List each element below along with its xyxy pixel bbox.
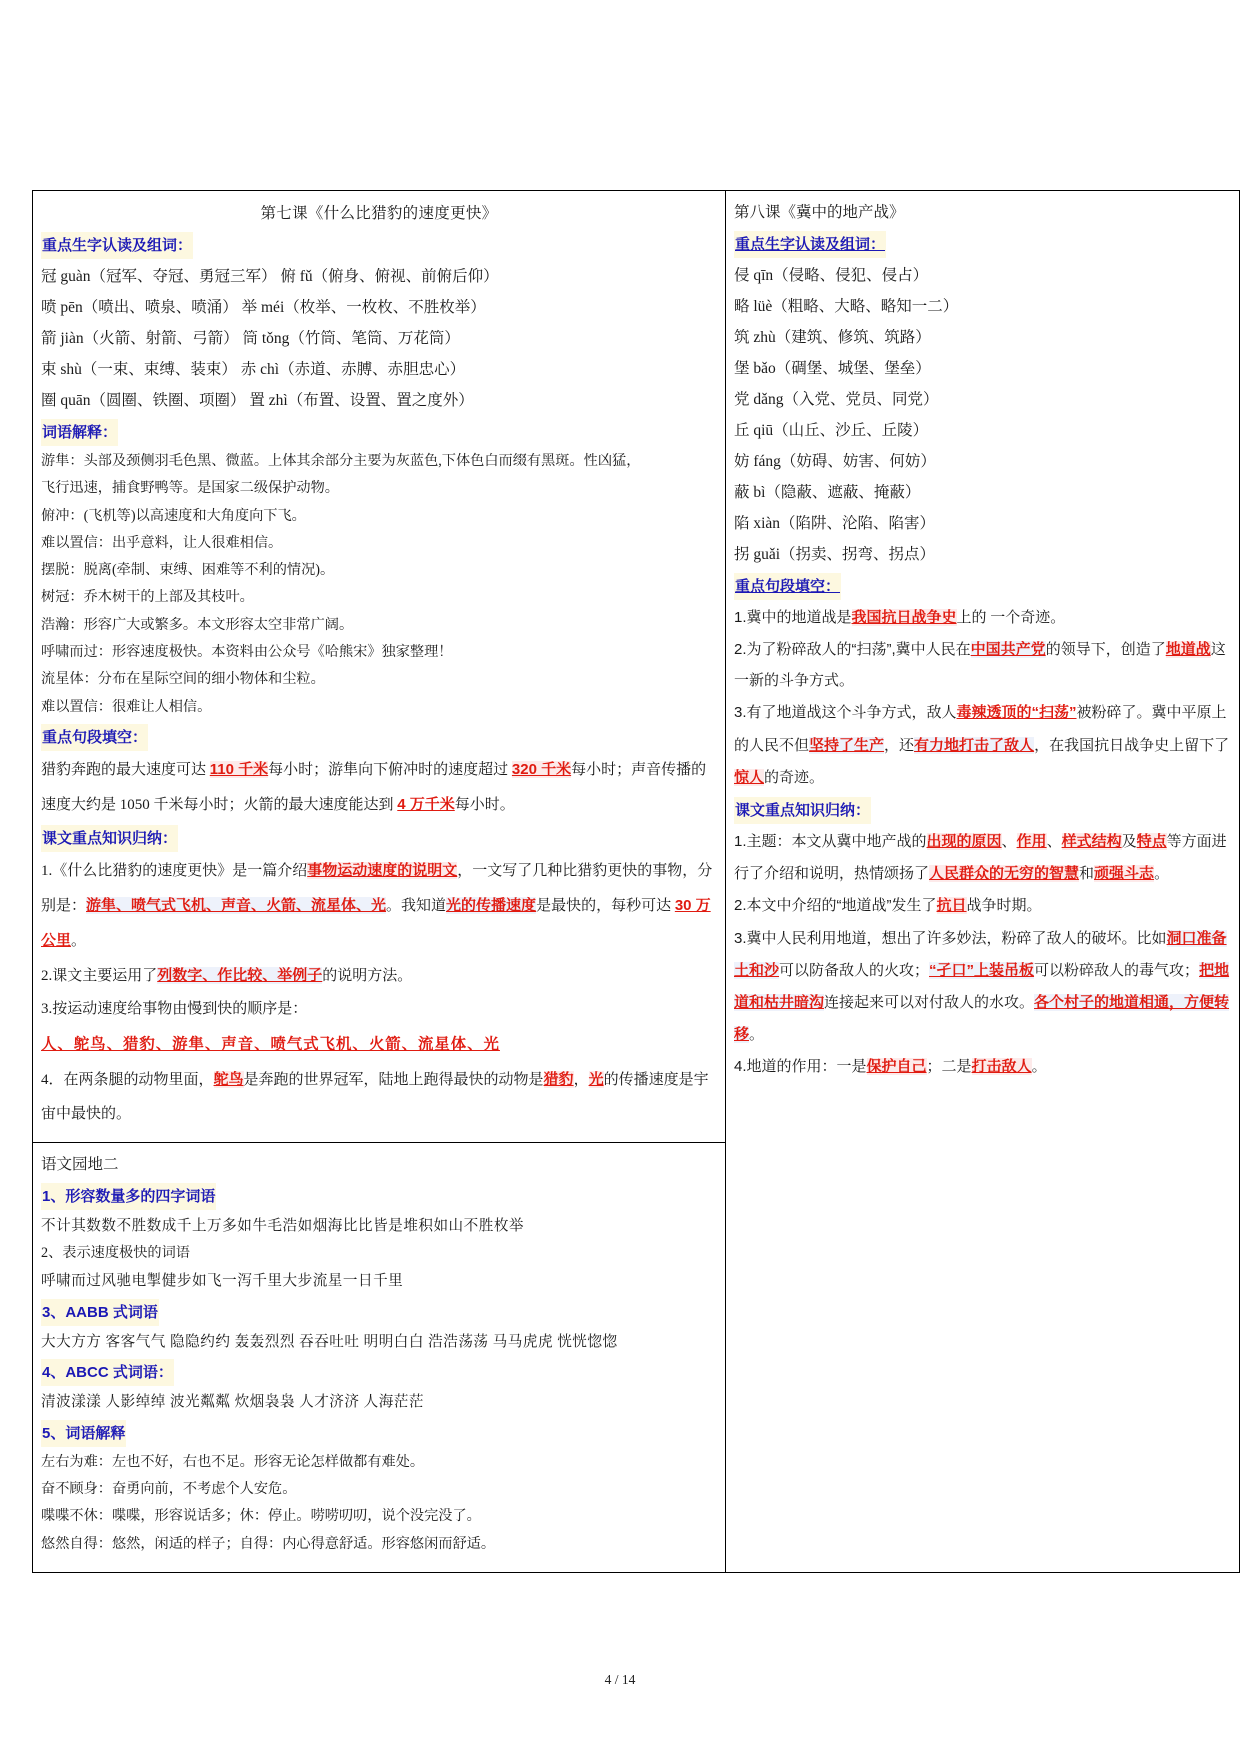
answer-key: 事物运动速度的说明文 [307,862,458,880]
explanation-line: 游隼：头部及颈侧羽毛色黑、微蓝。上体其余部分主要为灰蓝色,下体色白而缀有黑斑。性凶猛， [41,453,641,470]
answer-key: 样式结构 [1061,833,1122,851]
text-fragment: ， [573,1072,589,1089]
heading-key-characters: 重点生字认读及组词： [41,232,193,259]
text-fragment: 的奇迹。 [764,769,825,786]
explanation-line: 喋喋不休：喋喋，形容说话多；休：停止。唠唠叨叨，说个没完没了。 [41,1508,481,1525]
quantity-idiom-list: 不计其数数不胜数成千上万多如牛毛浩如烟海比比皆是堆积如山不胜枚举 [41,1217,525,1234]
aabb-word-list: 大大方方 客客气气 隐隐约约 轰轰烈烈 吞吞吐吐 明明白白 浩浩荡荡 马马虎虎 恍恍惚惚 [41,1333,618,1350]
page-number: 4 / 14 [604,1672,636,1687]
summary-item-1 [41,854,717,958]
heading-key-knowledge: 课文重点知识归纳： [734,797,871,824]
answer-key: 保护自己 [866,1058,927,1076]
lesson-seven-title: 第七课《什么比猎豹的速度更快》 [260,205,498,222]
answer-key: 320 千米 [511,760,572,778]
explanation-line: 难以置信：出乎意料，让人很难相信。 [41,534,283,551]
text-fragment: 等方面进行了介绍和说明，热情颂扬了 [734,834,1227,883]
answer-key: 人民群众的无穷的智慧 [929,865,1080,883]
text-fragment: 每小时；游隼向下俯冲时的速度超过 [268,761,512,778]
answer-key: 光的传播速度 [446,897,537,915]
notes-table [32,190,1240,1573]
char-line: 圈 quān（圆圈、铁圈、项圈） 置 zhì（布置、设置、置之度外） [41,392,474,410]
yuwen-yuandi-title: 语文园地二 [41,1155,119,1173]
text-fragment: 的领导下，创造了 [1045,642,1166,659]
answer-key: 特点 [1136,833,1167,851]
answer-key: 我国抗日战争史 [851,608,957,626]
bottom-spacer [41,1558,717,1562]
answer-key: 顽强斗志 [1094,865,1155,883]
text-fragment: 4.地道的作用：一是 [734,1058,867,1076]
char-line: 侵 qīn（侵略、侵犯、侵占） [734,266,929,284]
text-fragment: ，一文写了几种比猎豹更快的事物，分别是： [41,863,713,915]
abcc-word-list: 清波漾漾 人影绰绰 波光粼粼 炊烟袅袅 人才济济 人海茫茫 [41,1394,424,1411]
answer-key: 洞口准备土和沙 [734,929,1227,979]
text-fragment: 2.课文主要运用了 [41,967,158,984]
text-fragment: 。 [1154,866,1170,883]
explanation-line: 树冠：乔木树干的上部及其枝叶。 [41,589,254,606]
text-fragment: 2.为了粉碎敌人的“扫荡”,冀中人民在 [734,641,971,659]
text-fragment: 被粉碎了。冀中平原上的人民不但 [734,705,1227,754]
table-row [33,191,1240,1143]
lesson-eight-title: 第八课《冀中的地产战》 [734,204,905,221]
char-line: 拐 guǎi（拐卖、拐弯、拐点） [734,545,936,563]
text-fragment: 和 [1079,866,1095,883]
text-fragment: 的说明方法。 [322,967,413,984]
answer-key: 地道战 [1165,641,1211,659]
heading-key-sentence-fill: 重点句段填空： [734,573,841,600]
summary-item-2 [41,959,717,994]
text-fragment: 1.《什么比猎豹的速度更快》是一篇介绍 [41,863,308,880]
text-fragment: ；二是 [926,1059,972,1076]
char-line: 筑 zhù（建筑、修筑、筑路） [734,328,931,346]
text-fragment: 可以防备敌人的火攻； [779,962,930,979]
text-fragment: 3.有了地道战这个斗争方式，敌人 [734,704,957,722]
text-fragment: 、 [1001,834,1017,851]
text-fragment: 是最快的，每秒可达 [536,898,675,915]
text-fragment: 战争时期。 [966,898,1042,915]
summary-item-4 [734,1051,1231,1083]
explanation-line: 俯冲：(飞机等)以高速度和大角度向下飞。 [41,507,306,524]
text-fragment: ，还 [884,737,915,754]
char-line: 陷 xiàn（陷阱、沦陷、陷害） [734,514,936,532]
answer-key: 中国共产党 [970,641,1046,659]
text-fragment: 。我知道 [386,898,447,915]
text-fragment: 及 [1121,834,1137,851]
text-fragment: 的传播速度是宇宙中最快的。 [41,1072,709,1123]
text-fragment: 上的 一个奇迹。 [956,609,1066,626]
yuwen-yuandi-cell [33,1142,726,1572]
explanation-line: 呼啸而过：形容速度极快。本资料由公众号《哈熊宋》独家整理！ [41,643,453,660]
explanation-line: 摆脱：脱离(牵制、束缚、困难等不利的情况)。 [41,562,335,579]
heading-abcc-words: 4、ABCC 式词语： [41,1359,174,1386]
fill-item-1 [734,602,1231,634]
answer-key: 列数字、作比较、举例子 [157,966,323,984]
fill-item-2 [734,634,1231,697]
text-fragment: 。 [1031,1059,1047,1076]
explanation-line: 奋不顾身：奋勇向前，不考虑个人安危。 [41,1481,297,1498]
text-fragment: 、 [1046,834,1062,851]
summary-item-3-list: 人、鸵鸟、猎豹、游隼、声音、喷气式飞机、火箭、流星体、光 [41,1036,500,1054]
explanation-line: 飞行迅速，捕食野鸭等。是国家二级保护动物。 [41,480,339,497]
heading-word-explanations: 词语解释： [41,419,118,446]
answer-key: 把地道和枯井暗沟 [734,961,1230,1011]
text-fragment: 每小时。 [454,796,515,813]
answer-key: 光 [588,1071,604,1089]
char-line: 党 dǎng（入党、党员、同党） [734,390,939,408]
text-fragment: ，在我国抗日战争史上留下了 [1034,737,1230,754]
heading-aabb-words: 3、AABB 式词语 [41,1299,159,1326]
heading-key-sentence-fill: 重点句段填空： [41,724,148,751]
char-line: 略 lüè（粗略、大略、略知一二） [734,297,959,315]
text-fragment: 每小时；声音传播的速度大约是 1050 千米每小时；火箭的最大速度能达到 [41,761,707,813]
char-line: 蔽 bì（隐蔽、遮蔽、掩蔽） [734,483,921,501]
summary-item-4 [41,1063,717,1132]
answer-key: 各个村子的地道相通，方便转移 [734,993,1230,1044]
char-line: 丘 qiū（山丘、沙丘、丘陵） [734,421,929,439]
heading-key-knowledge: 课文重点知识归纳： [41,825,178,852]
char-line: 束 shù（一束、束缚、装束） 赤 chì（赤道、赤膊、赤胆忠心） [41,361,466,379]
explanation-line: 左右为难：左也不好，右也不足。形容无论怎样做都有难处。 [41,1453,425,1470]
summary-item-3-label: 3.按运动速度给事物由慢到快的顺序是： [41,1001,308,1018]
text-fragment: 2.本文中介绍的“地道战”发生了 [734,897,937,915]
text-fragment: 可以粉碎敌人的毒气攻； [1034,962,1200,979]
heading-quantity-idioms: 1、形容数量多的四字词语 [41,1183,216,1210]
answer-key: 30 万公里 [41,897,711,949]
answer-key: “孑口”上装吊板 [929,961,1035,979]
text-fragment: 1.冀中的地道战是 [734,608,852,626]
char-line: 喷 pēn（喷出、喷泉、喷涌） 举 méi（枚举、一枚枚、不胜枚举） [41,299,486,317]
summary-item-1 [734,826,1231,890]
text-fragment: 猎豹奔跑的最大速度可达 [41,761,210,778]
text-fragment: 。 [71,932,87,949]
answer-key: 毒辣透顶的“扫荡” [956,704,1077,722]
answer-key: 猎豹 [543,1071,574,1089]
heading-key-characters: 重点生字认读及组词： [734,231,886,258]
char-line: 箭 jiàn（火箭、射箭、弓箭） 筒 tǒng（竹筒、笔筒、万花筒） [41,330,460,348]
answer-key: 惊人 [734,768,765,786]
text-fragment: 是奔跑的世界冠军，陆地上跑得最快的动物是 [243,1072,544,1089]
heading-word-explanations: 5、词语解释 [41,1420,126,1447]
answer-key: 110 千米 [209,760,269,778]
text-fragment: 连接起来可以对付敌人的水攻。 [824,994,1035,1011]
char-line: 冠 guàn（冠军、夺冠、勇冠三军） 俯 fǔ（俯身、俯视、前俯后仰） [41,268,499,286]
explanation-line: 难以置信：很难让人相信。 [41,698,212,715]
answer-key: 抗日 [936,897,967,915]
fill-in-paragraph [41,753,717,823]
answer-key: 打击敌人 [971,1058,1032,1076]
speed-idiom-list: 呼啸而过风驰电掣健步如飞一泻千里大步流星一日千里 [41,1273,404,1290]
char-line: 妨 fáng（妨碍、妨害、何妨） [734,452,936,470]
text-fragment: 这一新的斗争方式。 [734,642,1226,690]
text-fragment: 3.冀中人民利用地道，想出了许多妙法，粉碎了敌人的破坏。比如 [734,929,1167,947]
explanation-line: 浩瀚：形容广大或繁多。本文形容太空非常广阔。 [41,616,354,633]
text-fragment: 1.主题：本文从冀中地产战的 [734,833,927,851]
explanation-line: 流星体：分布在星际空间的细小物体和尘粒。 [41,671,325,688]
answer-key: 坚持了生产 [809,736,885,754]
answer-key: 游隼、喷气式飞机、声音、火箭、流星体、光 [86,897,387,915]
answer-key: 4 万千米 [397,795,455,813]
answer-key: 鸵鸟 [213,1071,244,1089]
summary-item-2 [734,890,1231,922]
answer-key: 有力地打击了敌人 [914,736,1035,754]
text-fragment: 。 [749,1027,765,1044]
answer-key: 出现的原因 [926,833,1002,851]
char-line: 堡 bǎo（碉堡、城堡、堡垒） [734,359,931,377]
fill-item-3 [734,697,1231,794]
heading-speed-idioms: 2、表示速度极快的词语 [41,1245,190,1262]
lesson-seven-cell [33,191,726,1143]
answer-key: 作用 [1016,833,1047,851]
lesson-eight-cell [726,191,1240,1573]
explanation-line: 悠然自得：悠然，闲适的样子；自得：内心得意舒适。形容悠闲而舒适。 [41,1535,496,1552]
summary-item-3 [734,923,1231,1052]
text-fragment: 4．在两条腿的动物里面， [41,1072,214,1089]
